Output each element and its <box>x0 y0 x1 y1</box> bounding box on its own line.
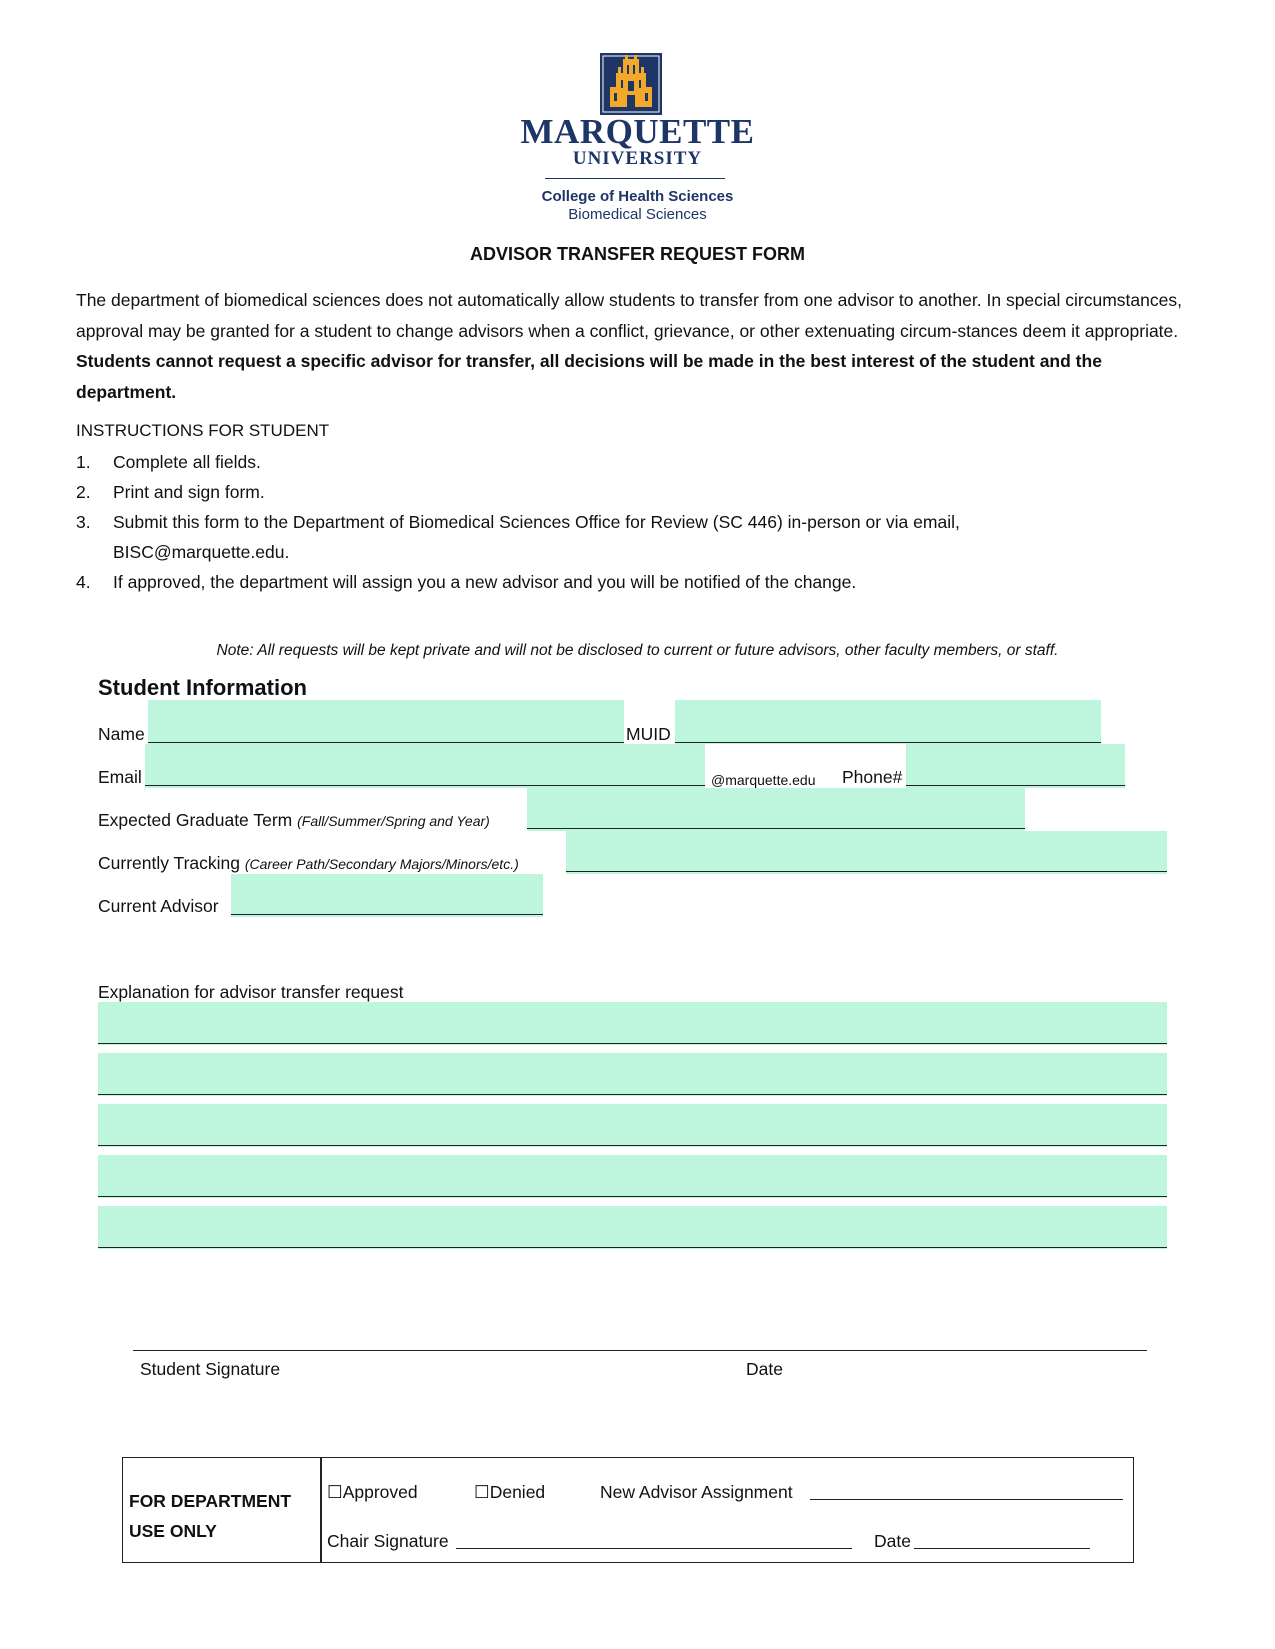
department-box-divider <box>320 1457 322 1563</box>
new-advisor-line[interactable] <box>810 1499 1123 1500</box>
current-advisor-label: Current Advisor <box>98 896 219 916</box>
signature-date-label: Date <box>746 1359 783 1379</box>
current-advisor-field[interactable] <box>231 874 543 917</box>
graduate-term-hint: (Fall/Summer/Spring and Year) <box>297 813 490 829</box>
graduate-term-underline <box>527 828 1025 829</box>
instruction-item: 3. Submit this form to the Department of Biomedical Sciences Office for Review (SC 446) in-person or via email, <box>76 512 960 532</box>
tracking-label: Currently Tracking (Career Path/Secondary Majors/Minors/etc.) <box>98 853 519 873</box>
instruction-item: 1. Complete all fields. <box>76 452 261 472</box>
student-signature-label: Student Signature <box>140 1359 281 1379</box>
privacy-note: Note: All requests will be kept private and will not be disclosed to current or future advisors, other faculty members, or staff. <box>216 642 1059 659</box>
denied-checkbox[interactable]: ☐Denied <box>474 1482 546 1502</box>
muid-underline <box>675 742 1101 743</box>
logo-divider <box>545 178 725 179</box>
email-field[interactable] <box>145 744 705 788</box>
logo-university: UNIVERSITY <box>572 148 703 169</box>
instructions-heading: INSTRUCTIONS FOR STUDENT <box>76 421 330 440</box>
intro-bold-text: Students cannot request a specific advisor for transfer, all decisions will be made in the best interest of the student and the department. <box>76 351 1102 402</box>
explanation-line-1[interactable] <box>98 1002 1167 1045</box>
approved-checkbox[interactable]: ☐Approved <box>327 1482 418 1502</box>
intro-text: The department of biomedical sciences does not automatically allow students to transfer from one advisor to another. In special circumstances, approval may be granted for a student to change advisors when a conflict, grievance, or other extenuating circum-stances deem it appropriate. <box>76 290 1182 341</box>
new-advisor-label: New Advisor Assignment <box>600 1482 793 1502</box>
email-label: Email <box>98 767 142 787</box>
email-suffix: @marquette.edu <box>711 772 816 788</box>
instruction-item-continued: BISC@marquette.edu. <box>113 542 290 562</box>
current-advisor-underline <box>231 914 543 915</box>
name-underline <box>148 742 624 743</box>
explanation-underline <box>98 1145 1167 1146</box>
department-use-label: FOR DEPARTMENT USE ONLY <box>129 1491 292 1541</box>
explanation-underline <box>98 1196 1167 1197</box>
explanation-line-3[interactable] <box>98 1104 1167 1147</box>
tracking-hint: (Career Path/Secondary Majors/Minors/etc.) <box>244 856 519 872</box>
logo-wordmark: MARQUETTE <box>520 112 755 151</box>
tracking-field[interactable] <box>566 831 1167 874</box>
logo-department: Biomedical Sciences <box>568 206 707 223</box>
checkbox-icon: ☐ <box>474 1482 490 1502</box>
instruction-item: 2. Print and sign form. <box>76 482 265 502</box>
explanation-underline <box>98 1043 1167 1044</box>
explanation-underline <box>98 1094 1167 1095</box>
logo-college: College of Health Sciences <box>541 188 734 205</box>
chair-date-line[interactable] <box>914 1548 1090 1549</box>
phone-underline <box>906 785 1125 786</box>
section-heading: Student Information <box>98 675 307 700</box>
email-underline <box>145 785 705 786</box>
explanation-line-4[interactable] <box>98 1155 1167 1198</box>
name-field[interactable] <box>148 700 624 744</box>
explanation-line-2[interactable] <box>98 1053 1167 1096</box>
graduate-term-field[interactable] <box>527 788 1025 831</box>
chair-date-label: Date <box>874 1531 911 1551</box>
form-title: ADVISOR TRANSFER REQUEST FORM <box>469 244 805 264</box>
phone-field[interactable] <box>906 744 1125 788</box>
tracking-underline <box>566 871 1167 872</box>
chair-signature-line[interactable] <box>456 1548 852 1549</box>
muid-field[interactable] <box>675 700 1101 744</box>
phone-label: Phone# <box>842 767 903 787</box>
explanation-line-5[interactable] <box>98 1206 1167 1249</box>
explanation-label: Explanation for advisor transfer request <box>98 982 404 1002</box>
explanation-underline <box>98 1247 1167 1248</box>
instruction-item: 4. If approved, the department will assign you a new advisor and you will be notified of the change. <box>76 572 857 592</box>
intro-paragraph <box>76 285 1201 407</box>
name-label: Name <box>98 724 145 744</box>
graduate-term-label: Expected Graduate Term (Fall/Summer/Spring and Year) <box>98 810 490 830</box>
chair-signature-label: Chair Signature <box>327 1531 449 1551</box>
muid-label: MUID <box>626 724 671 744</box>
student-signature-line[interactable] <box>133 1350 1147 1351</box>
marquette-logo-icon <box>600 53 662 115</box>
checkbox-icon: ☐ <box>327 1482 343 1502</box>
